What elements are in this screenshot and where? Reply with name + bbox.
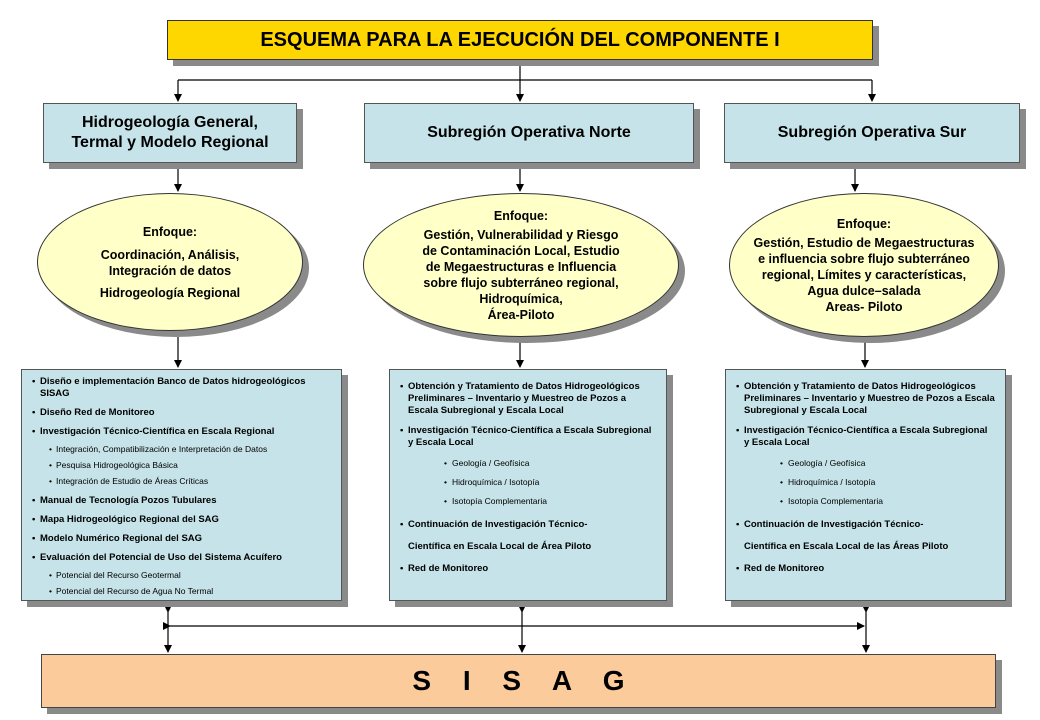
detail-box-right [725,369,1006,601]
list-item: • Evaluación del Potencial de Uso del Sistema Acuífero [32,552,331,564]
sub-list-item: • Potencial del Recurso de Agua No Termal [32,585,331,597]
detail-box-left [21,369,342,601]
list-item: • Red de Monitoreo [736,558,995,580]
sisag-box [41,654,996,708]
list-item: • Red de Monitoreo [400,558,656,580]
list-item [736,514,995,558]
sub-list-item: • Geología / Geofísica [736,457,995,469]
list-item: • Manual de Tecnología Pozos Tubulares [32,495,331,507]
focus-right-line: Agua dulce–salada [807,283,921,298]
sub-list-item: • Pesquisa Hidrogeológica Básica [32,459,331,471]
sub-list-item: • Hidroquímica / Isotopía [736,476,995,488]
branch-left-line2: Termal y Modelo Regional [71,134,269,151]
branch-center-label: Subregión Operativa Norte [427,124,631,141]
detail-box-center [389,369,667,601]
branch-subregion-norte [364,103,694,163]
sub-list-item: • Hidroquímica / Isotopía [400,476,656,488]
sub-list-item: • Integración, Compatibilización e Interpretación de Datos [32,443,331,455]
sub-list-item: • Integración de Estudio de Áreas Críticas [32,475,331,487]
list-item: • Diseño Red de Monitoreo [32,407,331,419]
focus-right-line: e influencia sobre flujo subterráneo [758,251,970,266]
sub-list-item: • Geología / Geofísica [400,457,656,469]
focus-left-head: Enfoque: [142,224,198,239]
sub-list-item: • Isotopía Complementaria [736,495,995,507]
focus-ellipse-left [37,193,303,331]
branch-hidrogeologia-general [43,103,297,163]
list-item [400,514,656,558]
list-item: • Obtención y Tratamiento de Datos Hidrogeológicos Preliminares – Inventario y Muestreo de Pozos a Escala Subregional y Escala Local [736,381,995,417]
list-item: • Investigación Técnico-Científica a Escala Subregional y Escala Local [736,425,995,449]
list-item-line: • Continuación de Investigación Técnico- [408,519,588,530]
focus-center-line: Hidroquímica, [479,291,563,306]
focus-left-line1: Coordinación, Análisis, [100,247,240,262]
list-item-line: Científica en Escala Local de las Áreas Piloto [744,541,949,552]
focus-left-line2: Integración de datos [108,263,232,278]
focus-ellipse-right [729,193,999,337]
list-item: • Mapa Hidrogeológico Regional del SAG [32,514,331,526]
focus-center-line: Gestión, Vulnerabilidad y Riesgo [423,227,619,242]
focus-center-head: Enfoque: [493,208,549,223]
diagram-title [167,20,873,60]
branch-right-label: Subregión Operativa Sur [777,124,967,141]
focus-center-line: sobre flujo subterráneo regional, [423,275,619,290]
list-item-line: • Continuación de Investigación Técnico- [744,519,924,530]
list-item-line: Científica en Escala Local de Área Piloto [408,541,592,552]
list-item: • Investigación Técnico-Científica a Escala Subregional y Escala Local [400,425,656,449]
sub-list-item: • Isotopía Complementaria [400,495,656,507]
list-item: • Diseño e implementación Banco de Datos hidrogeológicos SISAG [32,376,331,400]
sub-list-item: • Potencial del Recurso Geotermal [32,569,331,581]
focus-center-line: de Contaminación Local, Estudio [422,243,620,258]
focus-ellipse-center [363,193,679,337]
list-item: • Investigación Técnico-Científica en Escala Regional [32,426,331,438]
focus-right-line: regional, Límites y características, [761,267,967,282]
focus-right-line: Areas- Piloto [825,299,903,314]
list-item: • Obtención y Tratamiento de Datos Hidrogeológicos Preliminares – Inventario y Muestreo de Pozos a Escala Subregional y Escala Local [400,381,656,417]
focus-right-head: Enfoque: [836,216,892,231]
sisag-label: S I S A G [412,665,637,696]
list-item: • Modelo Numérico Regional del SAG [32,533,331,545]
focus-right-line: Gestión, Estudio de Megaestructuras [753,235,975,250]
branch-subregion-sur [724,103,1020,163]
focus-center-line: de Megaestructuras e Influencia [425,259,617,274]
focus-left-line3: Hidrogeología Regional [99,285,241,300]
diagram-title-text: ESQUEMA PARA LA EJECUCIÓN DEL COMPONENTE I [260,28,780,51]
branch-left-line1: Hidrogeología General, [81,114,258,131]
focus-center-line: Área-Piloto [487,307,555,322]
